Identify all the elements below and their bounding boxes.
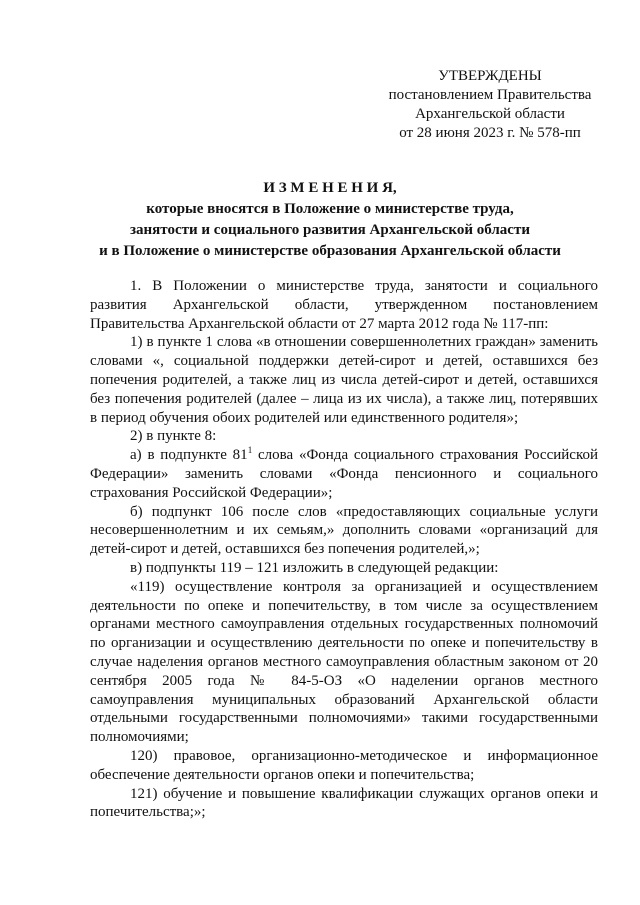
document-body [90, 277, 598, 822]
paragraph: 1) в пункте 1 слова «в отношении совершеннолетних граждан» заменить словами «, социальной поддержки детей-сирот и детей, оставшихся без попечения родителей, а также лиц из числа детей-сирот и детей, оставшихся без попечения родителей (далее – лица из их числа), а также лиц, потерявших в период обучения обоих родителей или единственного родителя»; [90, 334, 598, 426]
paragraph: 121) обучение и повышение квалификации служащих органов опеки и попечительства;»; [90, 785, 598, 821]
approval-line: постановлением Правительства [388, 87, 592, 103]
superscript: 1 [247, 445, 253, 456]
document-heading [60, 178, 600, 262]
paragraph-text: а) в подпункте 81 [130, 447, 248, 464]
approval-title: УТВЕРЖДЕНЫ [438, 68, 542, 84]
heading-line: занятости и социального развития Архангельской области [130, 222, 530, 238]
heading-line: и в Положение о министерстве образования Архангельской области [99, 243, 561, 259]
paragraph [90, 446, 598, 502]
approval-date: от 28 июня 2023 г. № 578-пп [399, 125, 581, 141]
paragraph: «119) осуществление контроля за организацией и осуществлением деятельности по опеке и попечительству, в том числе за осуществлением органами местного самоуправления отдельных государственных полномочий по организации и осуществлению деятельности по опеке и попечительству в случае наделения органов местного самоуправления областным законом от 20 сентября 2005 года № 84-5-ОЗ «О наделении органов местного самоуправления муниципальных образований Архангельской области отдельными государственными полномочиями» такими государственными полномочиями; [90, 578, 598, 746]
paragraph: 1. В Положении о министерстве труда, занятости и социального развития Архангельской области, утвержденном постановлением Правительства Архангельской области от 27 марта 2012 года № 117-пп: [90, 278, 598, 332]
heading-title: И З М Е Н Е Н И Я, [263, 180, 397, 196]
paragraph: 120) правовое, организационно-методическое и информационное обеспечение деятельности органов опеки и попечительства; [90, 747, 598, 783]
approval-line: Архангельской области [415, 106, 565, 122]
paragraph-text: слова «Фонда социального страхования Российской Федерации» заменить словами «Фонда пенсионного и социального страхования Российской Федерации»; [90, 447, 599, 501]
paragraph: в) подпункты 119 – 121 изложить в следующей редакции: [130, 559, 499, 576]
approval-stamp [380, 67, 600, 143]
paragraph: б) подпункт 106 после слов «предоставляющих социальные услуги несовершеннолетним и их семьям,» дополнить словами «организаций для детей-сирот и детей, оставшихся без попечения родителей,»; [90, 503, 598, 558]
paragraph: 2) в пункте 8: [130, 428, 217, 445]
heading-line: которые вносятся в Положение о министерстве труда, [146, 201, 514, 217]
